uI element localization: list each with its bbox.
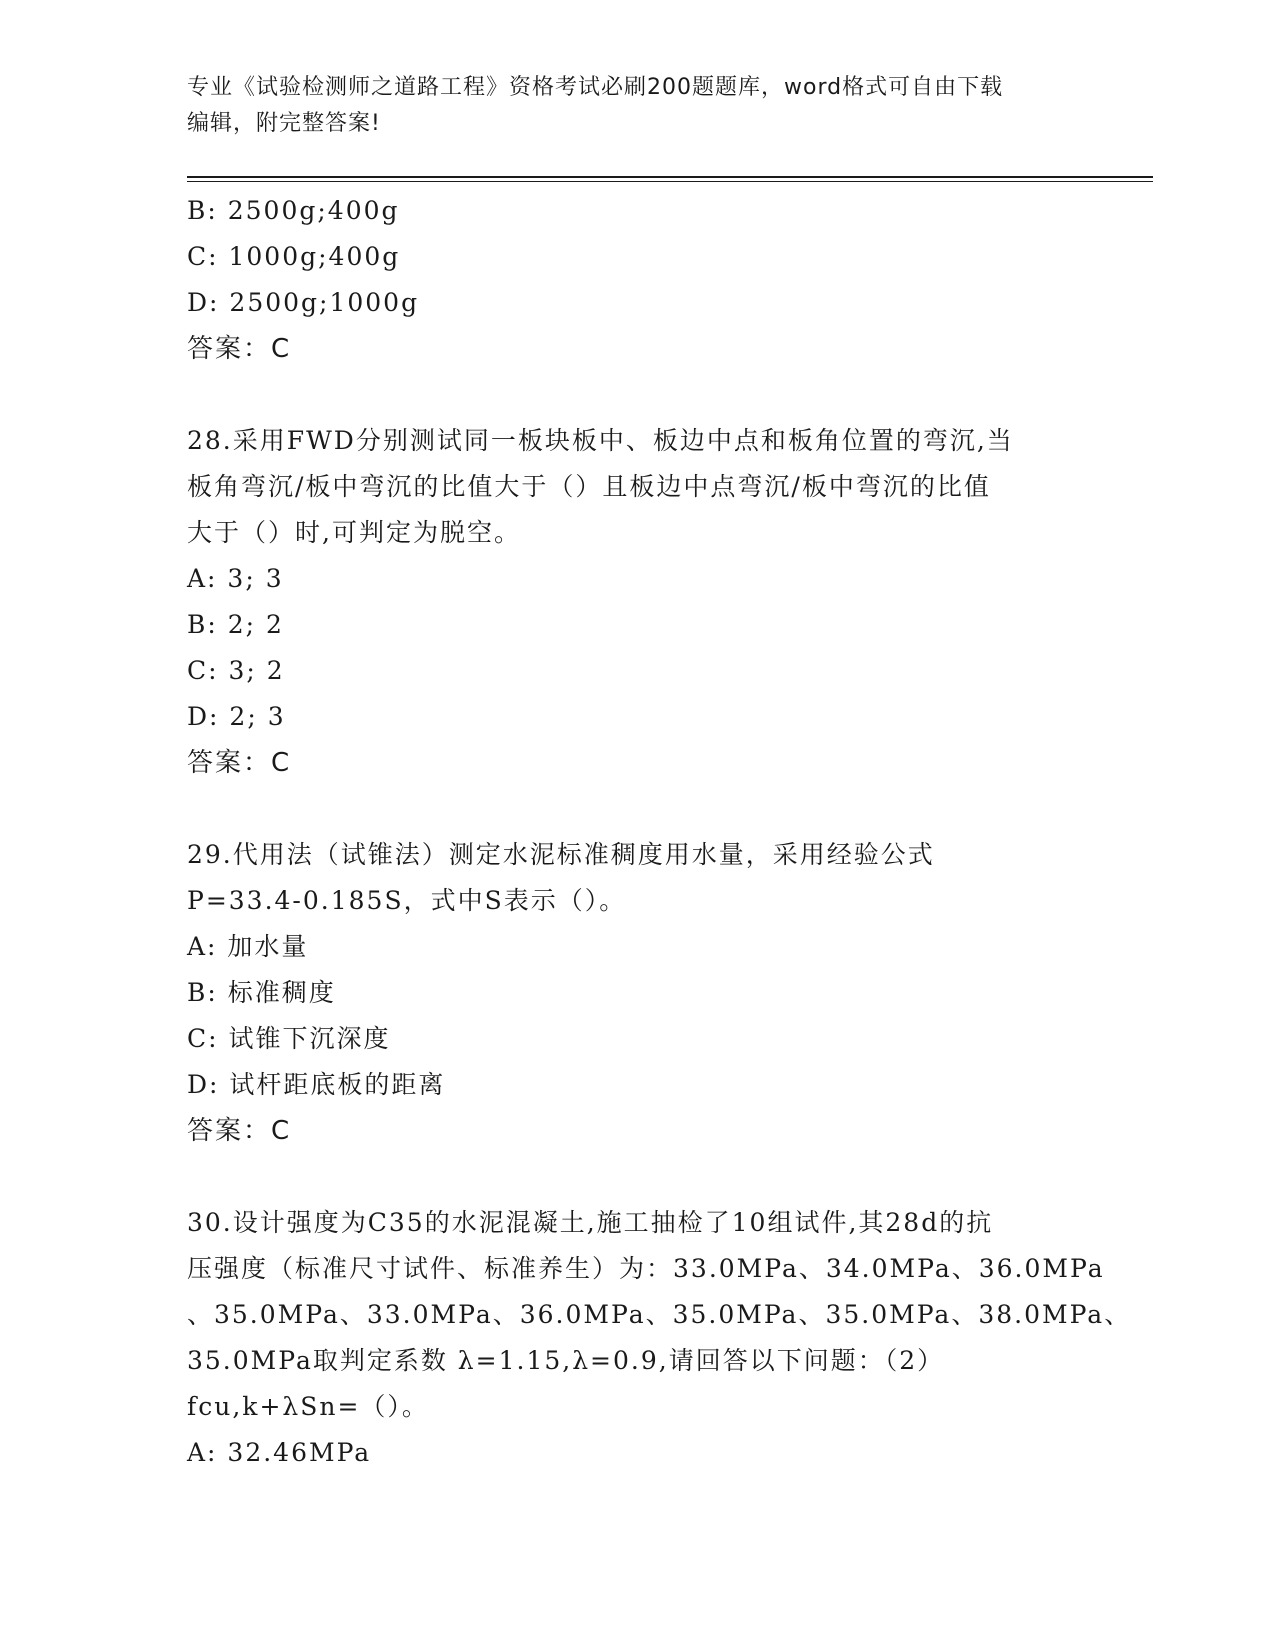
option-d: D: 2500g;1000g [187,288,420,317]
question-stem-line: 大于（）时,可判定为脱空。 [187,518,521,547]
question-27 [187,188,1087,372]
question-stem-line: 29.代用法（试锥法）测定水泥标准稠度用水量，采用经验公式 [187,840,935,869]
question-stem-line: 28.采用FWD分别测试同一板块板中、板边中点和板角位置的弯沉,当 [187,426,1014,455]
option-c: C: 3; 2 [187,656,285,685]
header-title-line-1: 专业《试验检测师之道路工程》资格考试必刷200题题库，word格式可自由下载 [187,75,1004,100]
document-body [187,188,1132,1476]
option-c: C: 1000g;400g [187,242,401,271]
option-a: A: 32.46MPa [187,1438,372,1467]
question-stem-line: 板角弯沉/板中弯沉的比值大于（）且板边中点弯沉/板中弯沉的比值 [187,472,991,501]
question-28 [187,418,1087,786]
option-d: D: 2; 3 [187,702,286,731]
option-d: D: 试杆距底板的距离 [187,1070,446,1099]
option-b: B: 2; 2 [187,610,284,639]
question-30 [187,1200,1132,1476]
question-stem-line: 压强度（标准尺寸试件、标准养生）为：33.0MPa、34.0MPa、36.0MPa [187,1254,1105,1283]
answer: 答案：C [187,334,292,364]
spacer [187,372,1087,418]
spacer [187,1154,1087,1200]
option-b: B: 2500g;400g [187,196,400,225]
question-stem-line: fcu,k+λSn=（）。 [187,1392,429,1421]
question-stem-line: P=33.4-0.185S，式中S表示（）。 [187,886,627,915]
question-29 [187,832,1087,1154]
header-title-line-2: 编辑，附完整答案! [187,111,381,136]
answer: 答案：C [187,1116,292,1146]
option-a: A: 加水量 [187,932,309,961]
answer: 答案：C [187,748,292,778]
option-b: B: 标准稠度 [187,978,336,1007]
spacer [187,786,1087,832]
question-stem-line: 30.设计强度为C35的水泥混凝土,施工抽检了10组试件,其28d的抗 [187,1208,994,1237]
option-c: C: 试锥下沉深度 [187,1024,391,1053]
header-divider [187,176,1153,182]
question-stem-line: 、35.0MPa、33.0MPa、36.0MPa、35.0MPa、35.0MPa、38.0MPa、 [187,1300,1132,1329]
option-a: A: 3; 3 [187,564,284,593]
page-header [187,70,1087,142]
question-stem-line: 35.0MPa取判定系数 λ=1.15,λ=0.9,请回答以下问题：（2） [187,1346,945,1375]
